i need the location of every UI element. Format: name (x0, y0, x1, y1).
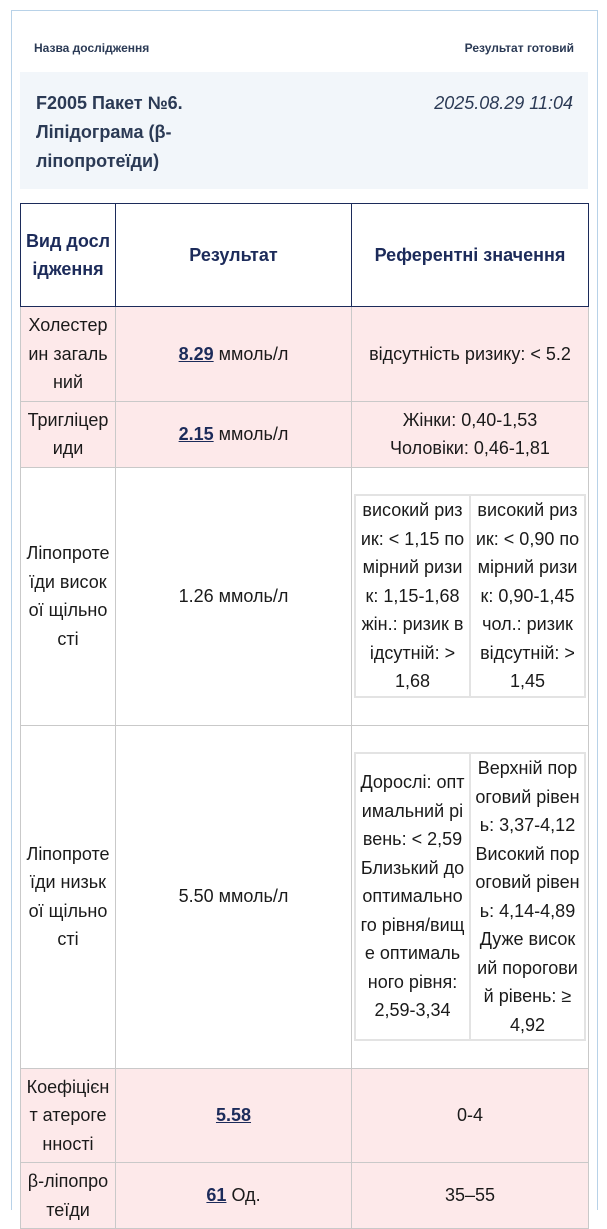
test-card[interactable] (20, 72, 588, 189)
test-title: F2005 Пакет №6. Ліпідограма (β-ліпопротеїди) (36, 93, 183, 171)
result-unit: ммоль/л (213, 343, 289, 364)
result-cell (116, 1163, 352, 1229)
reference-thresholds: Верхній пороговий рівень: 3,37-4,12 Високий пороговий рівень: 4,14-4,89 Дуже високий пороговий рівень: ≥ 4,92 (470, 753, 585, 1040)
reference-cell: 35–55 (352, 1163, 589, 1229)
table-row (21, 1068, 589, 1163)
result-cell (116, 401, 352, 467)
results-header (34, 38, 574, 58)
row-name: β-ліпопротеїди (21, 1163, 116, 1229)
row-name: Тригліцериди (21, 401, 116, 467)
study-name-label: Назва дослідження (34, 41, 150, 55)
reference-male: високий ризик: < 0,90 помірний ризик: 0,90-1,45 чол.: ризик відсутній: > 1,45 (470, 495, 585, 697)
reference-line: Жінки: 0,40-1,53 (402, 409, 538, 430)
table-header-row (21, 204, 589, 307)
table-row (21, 307, 589, 402)
row-name: Холестерин загальний (21, 307, 116, 402)
reference-subtable (354, 752, 586, 1041)
table-row (21, 1163, 589, 1229)
reference-cell: 0-4 (352, 1068, 589, 1163)
result-value-link[interactable]: 5.58 (215, 1105, 252, 1125)
result-value-link[interactable]: 61 (206, 1185, 227, 1206)
column-header-type: Вид дослідження (21, 204, 116, 307)
reference-cell (352, 401, 589, 467)
reference-cell: відсутність ризику: < 5.2 (352, 307, 589, 402)
table-row (21, 725, 589, 1068)
result-cell: 1.26 ммоль/л (116, 467, 352, 725)
result-cell (116, 1068, 352, 1163)
reference-cell (352, 725, 589, 1068)
row-name: Ліпопротеїди низької щільності (21, 725, 116, 1068)
result-value-link[interactable]: 8.29 (178, 343, 214, 364)
column-header-reference: Референтні значення (352, 204, 589, 307)
result-unit: Од. (226, 1185, 261, 1206)
table-row (21, 401, 589, 467)
reference-female: високий ризик: < 1,15 помірний ризик: 1,15-1,68 жін.: ризик відсутній: > 1,68 (355, 495, 470, 697)
result-unit: ммоль/л (213, 423, 289, 444)
reference-adults: Дорослі: оптимальний рівень: < 2,59 Близький до оптимального рівня/вище оптимального рівня: 2,59-3,34 (355, 753, 470, 1040)
reference-subtable (354, 494, 586, 698)
column-header-result: Результат (116, 204, 352, 307)
result-status: Результат готовий (464, 41, 574, 55)
result-cell: 5.50 ммоль/л (116, 725, 352, 1068)
row-name: Коефіцієнт атерогенності (21, 1068, 116, 1163)
result-cell (116, 307, 352, 402)
table-row (21, 467, 589, 725)
reference-cell (352, 467, 589, 725)
test-date: 2025.08.29 11:04 (434, 93, 573, 113)
result-value-link[interactable]: 2.15 (178, 423, 214, 444)
results-table (20, 203, 589, 1229)
reference-line: Чоловіки: 0,46-1,81 (390, 438, 550, 458)
row-name: Ліпопротеїди високої щільності (21, 467, 116, 725)
